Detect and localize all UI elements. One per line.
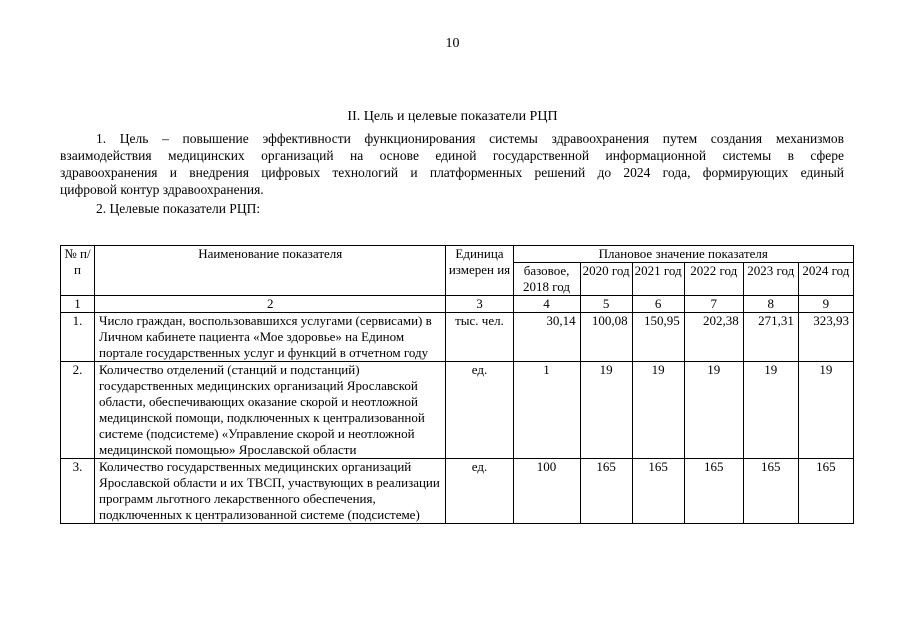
header-year: 2024 год	[798, 263, 853, 296]
row-value: 165	[684, 459, 743, 524]
header-year: 2023 год	[743, 263, 798, 296]
column-number: 9	[798, 296, 853, 313]
row-unit: тыс. чел.	[446, 313, 513, 362]
row-num: 2.	[61, 362, 95, 459]
column-number: 3	[446, 296, 513, 313]
page-number: 10	[445, 36, 460, 51]
column-number: 2	[95, 296, 446, 313]
row-value: 150,95	[632, 313, 684, 362]
row-value: 19	[743, 362, 798, 459]
column-number: 7	[684, 296, 743, 313]
row-value: 100	[513, 459, 580, 524]
header-name: Наименование показателя	[95, 246, 446, 296]
row-value: 165	[632, 459, 684, 524]
targets-intro: 2. Целевые показатели РЦП:	[96, 201, 261, 216]
row-value: 323,93	[798, 313, 853, 362]
table-row	[61, 459, 854, 524]
table-header-row	[61, 246, 854, 263]
row-value: 19	[798, 362, 853, 459]
table-row	[61, 362, 854, 459]
row-unit: ед.	[446, 362, 513, 459]
row-value: 19	[684, 362, 743, 459]
row-indicator-name: Количество отделений (станций и подстанций) государственных медицинских организаций Ярославской области, обеспечивающих оказание скорой и неотложной медицинской помощи, подключенных к централизованной системе (подсистеме) «Управление скорой и неотложной медицинской помощью» Ярославской области	[95, 362, 446, 459]
header-year: базовое, 2018 год	[513, 263, 580, 296]
row-value: 165	[798, 459, 853, 524]
header-num: № п/п	[61, 246, 95, 296]
header-year: 2021 год	[632, 263, 684, 296]
row-indicator-name: Число граждан, воспользовавшихся услугами (сервисами) в Личном кабинете пациента «Мое здоровье» на Едином портале государственных услуг и функций в отчетном году	[95, 313, 446, 362]
goal-line: цифровой контур здравоохранения.	[60, 182, 264, 197]
row-value: 165	[580, 459, 632, 524]
row-value: 1	[513, 362, 580, 459]
column-number: 1	[61, 296, 95, 313]
row-value: 19	[580, 362, 632, 459]
header-unit: Единица измерен ия	[446, 246, 513, 296]
column-number: 4	[513, 296, 580, 313]
row-num: 3.	[61, 459, 95, 524]
goal-paragraph	[60, 130, 844, 198]
row-value: 165	[743, 459, 798, 524]
row-value: 19	[632, 362, 684, 459]
header-plan-group: Плановое значение показателя	[513, 246, 853, 263]
column-number: 5	[580, 296, 632, 313]
header-year: 2022 год	[684, 263, 743, 296]
column-numbers-row	[61, 296, 854, 313]
goal-line: 1. Цель – повышение эффективности функционирования системы здравоохранения путем создания механизмов	[96, 131, 844, 146]
section-title: II. Цель и целевые показатели РЦП	[347, 109, 558, 124]
header-year: 2020 год	[580, 263, 632, 296]
row-num: 1.	[61, 313, 95, 362]
goal-line: здравоохранения и внедрения цифровых технологий и платформенных решений до 2024 года, формирующих единый	[60, 165, 844, 180]
row-value: 202,38	[684, 313, 743, 362]
targets-table	[60, 245, 854, 524]
goal-line: взаимодействия медицинских организаций на основе единой государственной информационной системы в сфере	[60, 148, 844, 163]
column-number: 6	[632, 296, 684, 313]
column-number: 8	[743, 296, 798, 313]
row-value: 30,14	[513, 313, 580, 362]
row-value: 271,31	[743, 313, 798, 362]
row-value: 100,08	[580, 313, 632, 362]
row-unit: ед.	[446, 459, 513, 524]
row-indicator-name: Количество государственных медицинских организаций Ярославской области и их ТВСП, участвующих в реализации программ льготного лекарственного обеспечения, подключенных к централизованной системе (подсистеме)	[95, 459, 446, 524]
table-row	[61, 313, 854, 362]
